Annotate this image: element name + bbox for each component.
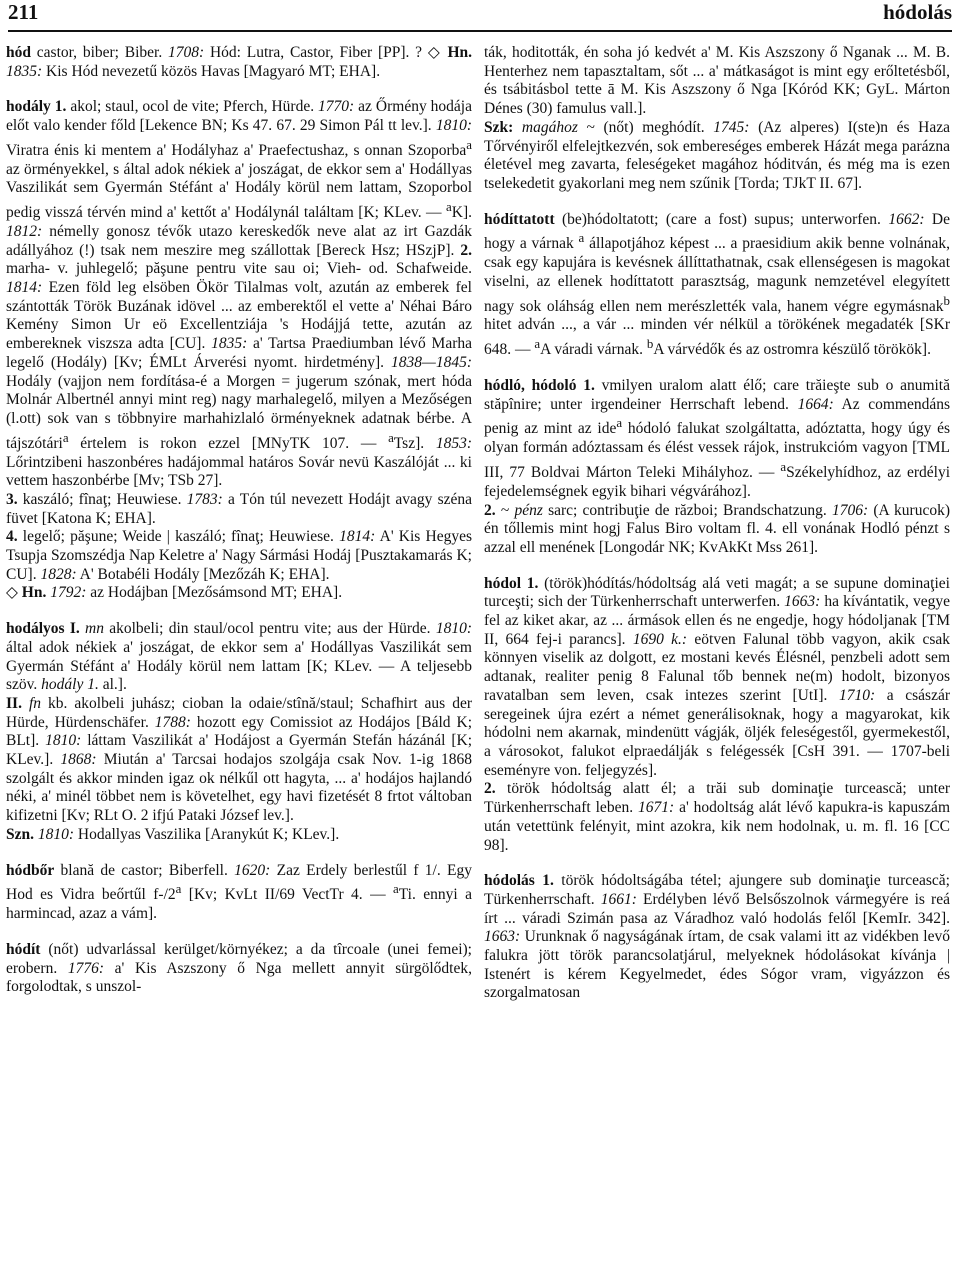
entry-hodalyhn: ◇ Hn. 1792: az Hodájban [Mezősámsond MT; EHA]. xyxy=(6,584,343,602)
entry-hodol: hódol 1. (török)hódítás/hódoltság alá veti magát; a se supune dominaţiei turceşti; sich der Türkenherrschaft unterwerfen. 1663: ha kívántatik, vegye fel az kiket akar, az ... ármások ellen és ne engedje, hogy hódoljanak [TM II, 664 fej-i parancs]. 1690 k.: eötven Falunal több vagyon, akik csak könnyen viselik az dolgott, ez mostani kevés Élésnél, penzbeli adott sem adtanak, realiter penig 8 Falunal tőb bennek ne(m) hodolt, bizonyos ravatalban sem leven, csak intezes szerint [UtI]. 1710: a császár seregeinek újra ezért a német generálisoknak, hogy a magyarokat, kik hódolni nem akarnak, mindenütt vágják, öljék feleségestől, gyermekestől, a városokot, falukot elpraedálják s felégessék [CsH 391. — 1707-beli eseményre von. feljegyzés]. xyxy=(484,574,951,779)
entry-hodit-szk: Szk: magához ~ (nőt) meghódít. 1745: (Az alperes) I(ste)n és Haza Tőrvényiről elfelejtkezvén, sok embereséges emberek Házát mega parázna életével meg zavarta, feleségeket magához hóditván, és még ma is ezen tselekedetit gyakorlani meg nem szűnik [Torda; TJkT II. 67]. xyxy=(484,118,951,192)
entry-hodaly4: 4. legelő; păşune; Weide | kaszáló; fînaţ; Heuwiese. 1814: A' Kis Hegyes Tsupja Szomszédja Nap Keletre a' Nagy Sármási Hodáj [Pusztakamarás K; CU]. 1828: A' Botabéli Hodály [Mezőzáh K; EHA]. xyxy=(6,528,472,583)
entry-hodolas: hódolás 1. török hódoltságába tétel; ajungere sub dominaţie turcească; Türkenherrschaft. 1661: Erdélyben lévő Belsőszolnok vármegyére is reá írt ... váradi Szimán pasa az Váradhoz való hodolás felől [KemIr. 342]. 1663: Urunknak ő nagyságának írtam, de csak valami itt az vidékben levő falukra jött török parancsolatjárul, melyeknek hódolásokat kívánja | Istenért is kérem Kegyelmedet, édes Sógor vram, vigyázzon és szorgalmatosan xyxy=(484,872,950,1002)
entry-hodaly: hodály 1. akol; staul, ocol de vite; Pferch, Hürde. 1770: az Őrmény hodája előt valo kender főld [Lekence BN; Ks 47. 67. 29 Simon Pál tt lev.]. 1810: Viratra énis ki mentem a' Hodályhaz a' Praefectushaz, s onnan Szoporba$^a$ az örményekkel, s által adok nékiek a' joszágat, de ekkor sem a' Hodállyas Vaszilikát sem Gyermán Stéfánt a' Hodály körül nem lattam, Szoporbol pedig visszá térvén mind a' kettőt a' Hodálynál találtam [K; KLev. — $^a$K]. 1812: némelly gonosz tévők utazo kereskedők neve alat az irt Gazdák adállyához (!) tsak nem meszire meg szállottak [Bereck Hsz; HSzjP]. 2. marha- v. juhlegelő; păşune pentru vite sau oi; Vieh- od. Schafweide. 1814: Ezen föld leg elsöben Ökör Tilalmas volt, azután az emberek fel szántották Török Buzának idövel ... az emberektől el vette a' Néhai Báro Kemény Simon Ur eö Excellentziája 's Hodájjá tette, azután az embereknek viszsza adta [CU]. 1835: a' Tartsa Praediumban lévő Marha legelő (Hodály) [Kv; ÉMLt Árverési nyomt. hirdetmény]. 1838—1845: Hodály (vajjon nem fordítása-é a Morgen = jugerum szónak, mert hóda Molnár Albertnél annyi mint reg) nagy marhalegelő, milyen a Mezőségen (l.ott) sok van s többnyire marhahizlaló örményeknek adatnak bérbe. A tájszótári$^a$ értelem is rokon ezzel [MNyTK 107. — $^a$Tsz]. 1853: Lőrintzibeni haszonbéres hadájommal határos Sovár nevü Kaszálóját ... ki vettem haszonbérbe [Mv; TSb 27]. xyxy=(6,98,472,490)
entry-hodalyos2: II. fn kb. akolbeli juhász; cioban la odaie/stînă/staul; Schafhirt aus der Hürde, Hürdenschäfer. 1788: hozott egy Comissiot az Hodájos [Báld K; BLt]. 1810: láttam Vaszilikát a' Hodájost a Gyermán Stefán házánál [K; KLev.]. 1868: Miután a' Tarcsai hodajos szolgája csak Nov. 1-ig 1868 szolgált és akkor minden igaz ok nélkűl ott hagyta, ... a' hodájos hajlandó néki, a' minél többet nem is követelhet, egy havi fizetését 8 frtot váltoban kifizetni [Kv; RLt O. 2 ifjú Pataki József lev.]. xyxy=(6,694,473,825)
entry-hodaly3: 3. kaszáló; fînaţ; Heuwiese. 1783: a Tón túl nevezett Hodájt avagy széna füvet [Katona K; EHA]. xyxy=(6,490,472,527)
entry-hodittatott: hódíttatott (be)hódoltatott; (care a fost) supus; unterworfen. 1662: De hogy a várnak $^a$ állapotjához képest ... a praesidium akik benne volnának, csak egy kapujára is kevésnek állíttathatnak, csak ellenségesen is magokat viselni, az ellenek hodíttatott parasztság, magunk nemzetével elegyített nagy sok oláhság ellen nem merészlették vala, hanem végre egymásnak$^b$ hitet adván ..., a vár ... minden vér nélkül a törökének megadaték [SKr 648. — $^a$A váradi várnak. $^b$A várvédők és az ostromra készülő törökök]. xyxy=(484,210,950,359)
entry-hodit-cont: ták, hoditották, én soha jó kedvét a' M. Kis Aszszony ő Nganak ... M. B. Henterhez nem tapasztaltam, sőt ... a' mátkaságot is mint egy erőltetésből, és tsábitásbol tette ā M. Kis Aszszony ő Nga [Kóród KK; GyL. Márton Dénes (30) famulus vall.]. xyxy=(484,44,950,118)
page-header xyxy=(8,0,952,24)
entry-hodol2: 2. török hódoltság alatt él; a trăi sub dominaţie turcească; unter Türkenherrschaft leben. 1671: a' hodoltság alát lévő kapukra-is kapuszám után vetettünk felényit, mint azokra, kik nem hodolnak, u. m. fl. 16 [CC 98]. xyxy=(484,780,950,854)
entry-hodit: hódít (nőt) udvarlással kerülget/környékez; a da tîrcoale (unei femei); erobern. 1776: a' Kis Aszszony ő Nga mellett annyit sürgölődtek, forgolodtak, s unszol- xyxy=(6,940,472,996)
entry-hodlo2: 2. ~ pénz sarc; contribuţie de război; Brandschatzung. 1706: (A kurucok) én tőllemis mint hogj Falus Biro voltam fl. 4. ell vonának Hodló pénzt s azzal ell menének [Longodár NK; KvAkKt Mss 261]. xyxy=(484,501,950,556)
right-column xyxy=(484,44,950,1003)
entry-hod: hód castor, biber; Biber. 1708: Hód: Lutra, Castor, Fiber [PP]. ? ◇ Hn. 1835: Kis Hód nevezetű közös Havas [Magyaró MT; EHA]. xyxy=(6,44,472,80)
entry-hodalyossz: Szn. 1810: Hodallyas Vaszilika [Aranykút K; KLev.]. xyxy=(6,825,340,843)
entry-hodalyos: hodályos I. mn akolbeli; din staul/ocol pentru vite; aus der Hürde. 1810: által adok nékiek a' joszágat, de ekkor sem a' Hodállyas Vaszilikát sem Gyermán Stéfánt a' Hodály körül nem lattam [K; KLev. — A teljesebb szöv. hodály 1. al.]. xyxy=(6,620,472,694)
entry-hodlo: hódló, hódoló 1. vmilyen uralom alatt élő; care trăieşte sub o anumită stăpînire; unter irgendeiner Herrschaft lebend. 1664: Az commendáns penig az mint az ide$^a$ hódoló falukat szolgáltatta, adóztatta, hogy úgy és olyan formán adóztassam és élést vessek rájok, instrukcióm vagyon [TML III, 77 Boldvai Márton Teleki Mihályhoz. — $^a$Székelyhídhoz, az erdélyi fejedelemségnek egyik bihari végvárához]. xyxy=(484,377,951,500)
running-headword: hódolás xyxy=(883,0,952,24)
entry-hodbor: hódbőr blană de castor; Biberfell. 1620: Zaz Erdely berlestűl f 1/. Egy Hod es Vidra beőrtűl f-/2$^a$ [Kv; KvLt II/69 VectTr 4. — $^a$Ti. ennyi a harmincad, azaz a vám]. xyxy=(6,861,472,923)
header-rule xyxy=(8,30,952,32)
page-number: 211 xyxy=(8,0,39,24)
left-column xyxy=(6,44,472,997)
